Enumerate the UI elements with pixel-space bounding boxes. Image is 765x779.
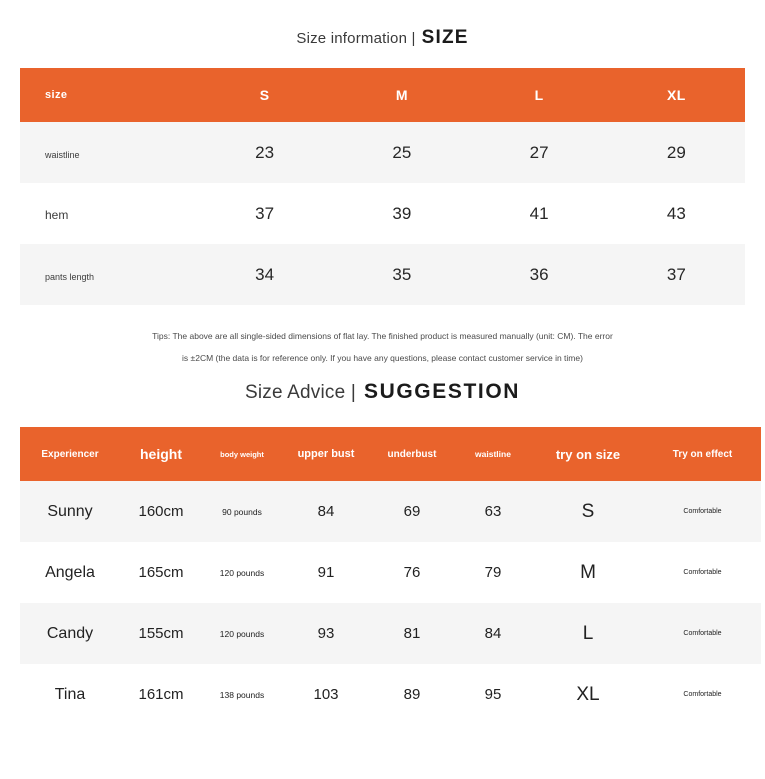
size-cell-pants-length-l: 36 — [471, 244, 608, 305]
size-table-head — [20, 68, 745, 122]
adv-cell-name-1: Sunny — [20, 481, 120, 542]
suggestion-heading-lead: Size Advice | — [244, 382, 356, 404]
size-row-label-hem — [20, 183, 196, 244]
size-row-label-pants-length — [20, 244, 196, 305]
adv-cell-weight-1: 90 pounds — [202, 481, 282, 542]
size-cell-hem-xl: 43 — [608, 183, 745, 244]
size-col-header-s: S — [196, 68, 333, 122]
size-cell-pants-length-s: 34 — [196, 244, 333, 305]
size-cell-waistline-s: 23 — [196, 122, 333, 183]
adv-cell-height-3: 155cm — [120, 603, 202, 664]
size-section-heading — [0, 0, 765, 50]
adv-cell-waistline-1: 63 — [454, 481, 532, 542]
adv-cell-upper-bust-1: 84 — [282, 481, 370, 542]
table-row — [20, 664, 761, 725]
size-cell-waistline-m: 25 — [333, 122, 470, 183]
adv-cell-waistline-2: 79 — [454, 542, 532, 603]
adv-col-header-body-weight: body weight — [202, 427, 282, 481]
size-cell-hem-s: 37 — [196, 183, 333, 244]
adv-cell-effect-2: Comfortable — [644, 542, 761, 603]
adv-cell-height-4: 161cm — [120, 664, 202, 725]
adv-cell-try-on-size-1: S — [532, 481, 644, 542]
adv-col-header-experiencer: Experiencer — [20, 427, 120, 481]
adv-cell-height-2: 165cm — [120, 542, 202, 603]
adv-cell-underbust-3: 81 — [370, 603, 454, 664]
size-col-header-size: size — [20, 68, 196, 122]
adv-cell-weight-4: 138 pounds — [202, 664, 282, 725]
adv-cell-try-on-size-3: L — [532, 603, 644, 664]
size-cell-hem-m: 39 — [333, 183, 470, 244]
adv-col-header-waistline: waistline — [454, 427, 532, 481]
adv-cell-underbust-4: 89 — [370, 664, 454, 725]
adv-col-header-underbust: underbust — [370, 427, 454, 481]
adv-cell-effect-4: Comfortable — [644, 664, 761, 725]
suggestion-heading-strong: SUGGESTION — [364, 380, 521, 404]
size-heading-strong: SIZE — [421, 27, 469, 48]
adv-cell-try-on-size-4: XL — [532, 664, 644, 725]
suggestion-section-heading — [0, 369, 765, 405]
adv-cell-try-on-size-2: M — [532, 542, 644, 603]
adv-col-header-try-on-effect: Try on effect — [644, 427, 761, 481]
size-col-header-xl: XL — [608, 68, 745, 122]
size-cell-pants-length-xl: 37 — [608, 244, 745, 305]
size-row-label-text: pants length — [45, 271, 95, 282]
adv-cell-weight-2: 120 pounds — [202, 542, 282, 603]
size-tips-line-1: Tips: The above are all single-sided dimensions of flat lay. The finished product is measured manually (unit: CM). The error — [152, 331, 613, 341]
size-cell-pants-length-m: 35 — [333, 244, 470, 305]
adv-cell-waistline-4: 95 — [454, 664, 532, 725]
adv-cell-upper-bust-4: 103 — [282, 664, 370, 725]
table-row — [20, 122, 745, 183]
size-table-wrapper — [20, 68, 745, 305]
adv-col-header-try-on-size: try on size — [532, 427, 644, 481]
adv-cell-name-3: Candy — [20, 603, 120, 664]
size-cell-waistline-l: 27 — [471, 122, 608, 183]
adv-col-header-height: height — [120, 427, 202, 481]
suggestion-table-body — [20, 481, 761, 725]
suggestion-table-header-row — [20, 427, 761, 481]
size-tips — [53, 325, 713, 369]
adv-cell-upper-bust-3: 93 — [282, 603, 370, 664]
table-row — [20, 481, 761, 542]
size-tips-line-2: is ±2CM (the data is for reference only. If you have any questions, please contact customer service in time) — [182, 353, 583, 364]
size-row-label-waistline — [20, 122, 196, 183]
adv-cell-effect-1: Comfortable — [644, 481, 761, 542]
size-table-header-row — [20, 68, 745, 122]
table-row — [20, 603, 761, 664]
size-table — [20, 68, 745, 305]
size-col-header-m: M — [333, 68, 470, 122]
adv-cell-weight-3: 120 pounds — [202, 603, 282, 664]
adv-col-header-upper-bust: upper bust — [282, 427, 370, 481]
size-cell-hem-l: 41 — [471, 183, 608, 244]
table-row — [20, 183, 745, 244]
adv-cell-underbust-1: 69 — [370, 481, 454, 542]
size-col-header-l: L — [471, 68, 608, 122]
suggestion-table — [20, 427, 761, 725]
size-heading-lead: Size information | — [296, 30, 416, 47]
suggestion-table-wrapper — [20, 427, 745, 725]
adv-cell-name-2: Angela — [20, 542, 120, 603]
size-row-label-text: waistline — [45, 149, 80, 160]
adv-cell-height-1: 160cm — [120, 481, 202, 542]
table-row — [20, 244, 745, 305]
adv-cell-name-4: Tina — [20, 664, 120, 725]
suggestion-table-head — [20, 427, 761, 481]
adv-cell-upper-bust-2: 91 — [282, 542, 370, 603]
size-row-label-text: hem — [45, 207, 69, 222]
adv-cell-waistline-3: 84 — [454, 603, 532, 664]
size-cell-waistline-xl: 29 — [608, 122, 745, 183]
size-table-body — [20, 122, 745, 305]
adv-cell-underbust-2: 76 — [370, 542, 454, 603]
table-row — [20, 542, 761, 603]
adv-cell-effect-3: Comfortable — [644, 603, 761, 664]
